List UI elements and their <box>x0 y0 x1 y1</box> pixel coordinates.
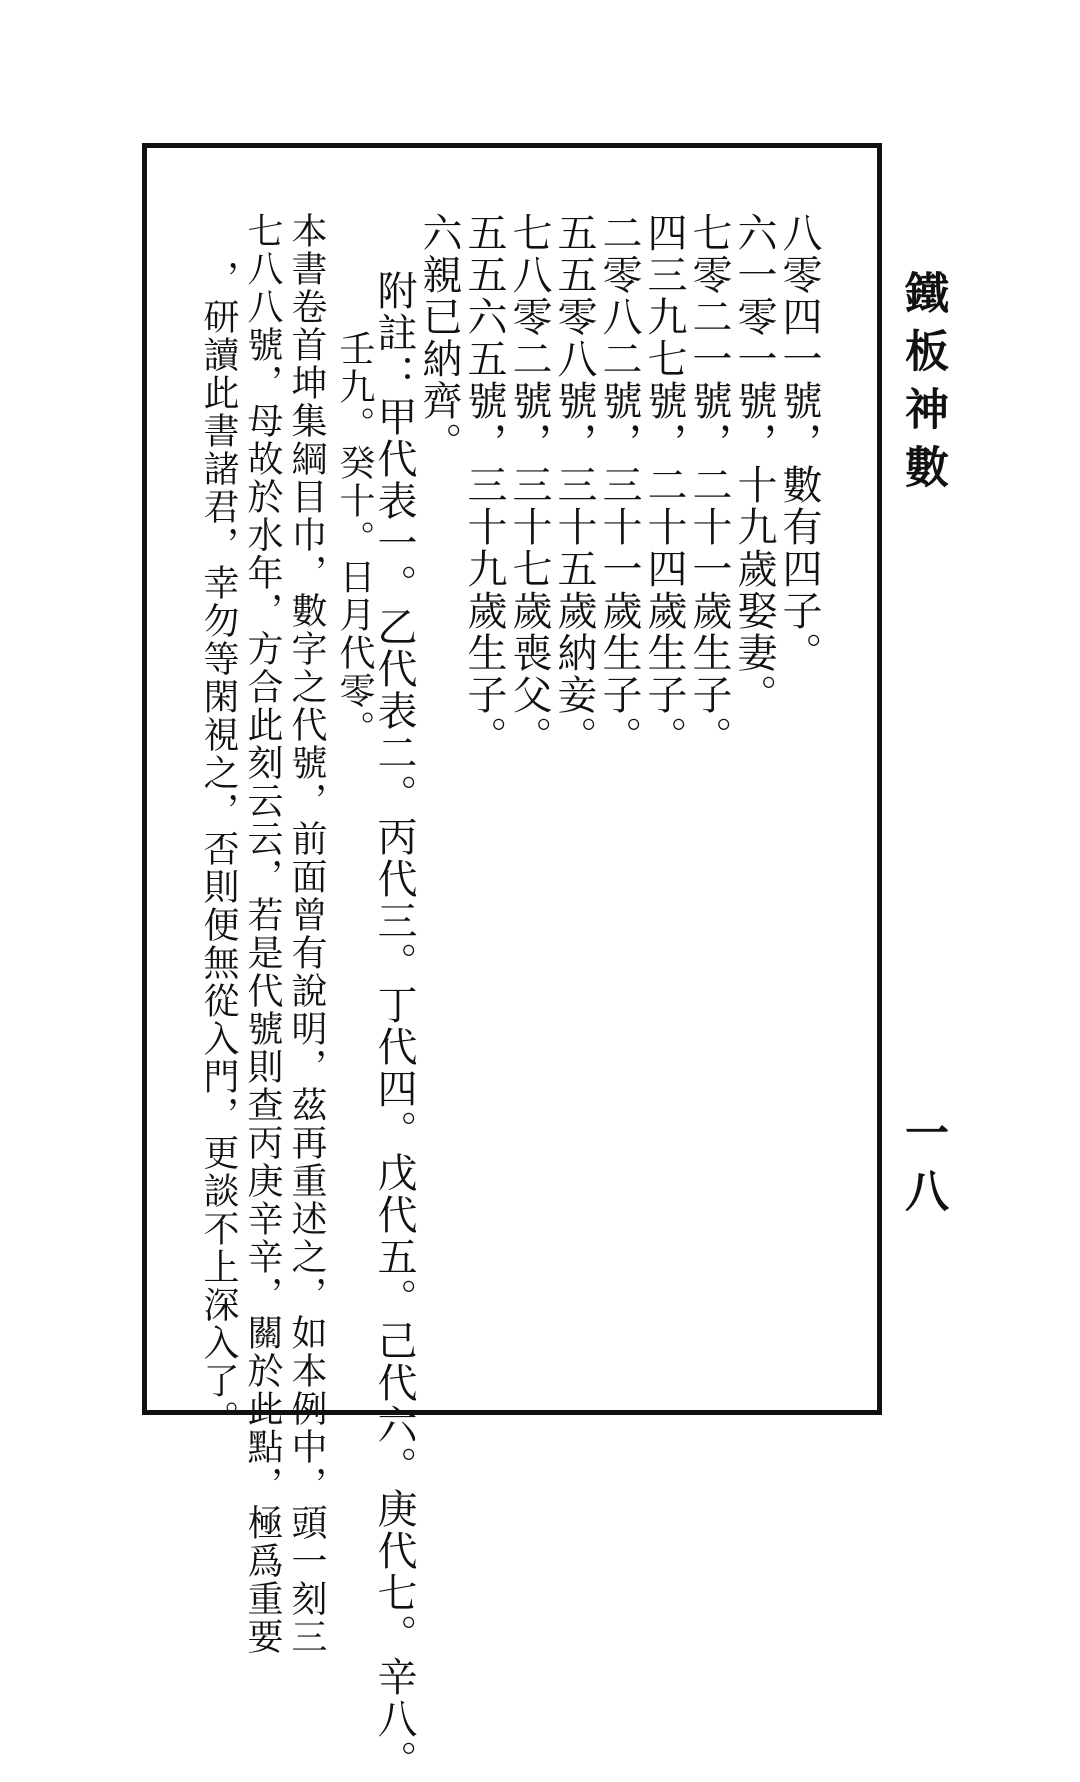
paragraph-line-2: 七八八號，母故於水年，方合此刻云云，若是代號則查丙庚辛辛，關於此點，極爲重要 <box>242 212 283 1656</box>
record-line-3: 七零二一號，二十一歲生子。 <box>686 212 732 758</box>
paragraph-line-3: ，研讀此書諸君，幸勿等閑視之，否則便無從入門，更談不上深入了。 <box>198 260 239 1438</box>
record-line-4: 四三九七號，二十四歲生子。 <box>641 212 687 758</box>
page-number: 一八 <box>897 1110 948 1226</box>
note-line-2: 壬九。癸十。日月代零。 <box>334 330 375 748</box>
book-title: 鐵板神數 <box>897 270 948 502</box>
record-line-8: 五五六五號，三十九歲生子。 <box>461 212 507 758</box>
record-line-6: 五五零八號，三十五歲納妾。 <box>551 212 597 758</box>
frame-right-border <box>877 143 882 1415</box>
record-line-7: 七八零二號，三十七歲喪父。 <box>506 212 552 758</box>
frame-left-border <box>142 143 147 1415</box>
paragraph-line-1: 本書卷首坤集綱目巾，數字之代號，前面曾有說明，茲再重述之，如本例中，頭一刻三 <box>286 212 327 1656</box>
record-line-1: 八零四一號，數有四子。 <box>776 212 822 674</box>
record-line-9: 六親已納齊。 <box>416 212 462 464</box>
frame-top-border <box>142 143 882 148</box>
record-line-2: 六一零一號，十九歲娶妻。 <box>731 212 777 716</box>
note-text-1: 甲代表一。乙代表二。丙代三。丁代四。戊代五。己代六。庚代七。辛八。 <box>371 396 417 1782</box>
record-line-5: 二零八二號，三十一歲生子。 <box>596 212 642 758</box>
note-label: 附註： <box>371 270 417 396</box>
